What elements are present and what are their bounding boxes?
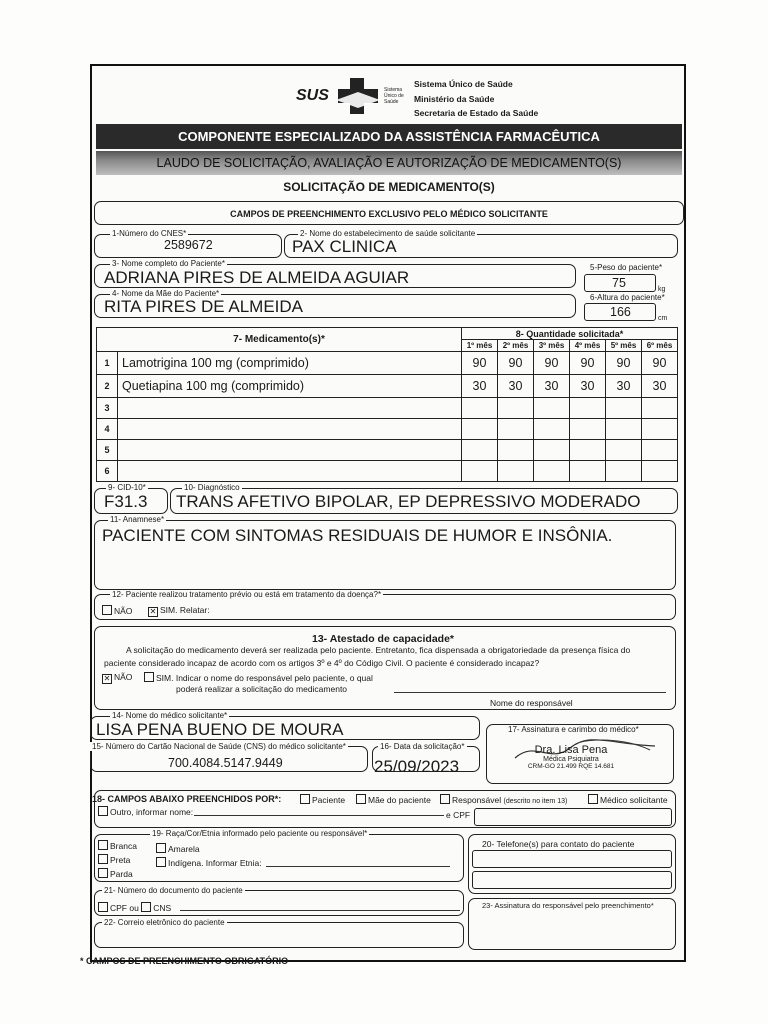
diag-label: 10- Diagnóstico xyxy=(184,483,240,492)
med-row xyxy=(97,440,678,461)
assin-resp-label: 23- Assinatura do responsável pelo preenchimento* xyxy=(482,901,654,910)
cpf-box[interactable] xyxy=(474,808,672,826)
med-row xyxy=(97,461,678,482)
med-name-field[interactable]: Quetiapina 100 mg (comprimido) xyxy=(118,375,462,398)
medico-nome-label: 14- Nome do médico solicitante* xyxy=(112,711,228,720)
qty-header: 8- Quantidade solicitada* xyxy=(462,328,678,340)
med-qty-field[interactable] xyxy=(498,461,534,482)
raca-box xyxy=(94,834,464,882)
data-label: 16- Data da solicitação* xyxy=(380,742,465,751)
checkbox-icon xyxy=(440,794,450,804)
med-qty-field[interactable]: 30 xyxy=(498,375,534,398)
med-qty-field[interactable] xyxy=(570,440,606,461)
checkbox-icon xyxy=(588,794,598,804)
responsavel-label: Nome do responsável xyxy=(490,698,573,708)
med-qty-field[interactable] xyxy=(642,398,678,419)
med-qty-field[interactable] xyxy=(462,419,498,440)
telefone-label: 20- Telefone(s) para contato do paciente xyxy=(482,839,635,849)
sus-logo-small: Sistema Único de Saúde xyxy=(384,87,404,105)
checkbox-icon xyxy=(98,806,108,816)
header-line2: Ministério da Saúde xyxy=(414,93,495,104)
doc-label: 21- Número do documento do paciente xyxy=(104,886,243,895)
med-qty-field[interactable]: 90 xyxy=(606,352,642,375)
doc-options[interactable]: CPF ou CNS xyxy=(98,902,171,913)
med-qty-field[interactable]: 90 xyxy=(642,352,678,375)
peso-unit: kg xyxy=(658,286,666,293)
cid-label: 9- CID-10* xyxy=(108,483,146,492)
abaixo-mae[interactable]: Mãe do paciente xyxy=(356,794,431,805)
med-row-number: 5 xyxy=(97,440,118,461)
raca-branca[interactable]: Branca xyxy=(98,840,137,851)
med-qty-field[interactable]: 30 xyxy=(642,375,678,398)
med-qty-field[interactable] xyxy=(498,419,534,440)
med-qty-field[interactable] xyxy=(498,398,534,419)
med-qty-field[interactable] xyxy=(606,398,642,419)
med-name-field[interactable]: Lamotrigina 100 mg (comprimido) xyxy=(118,352,462,375)
med-qty-field[interactable] xyxy=(534,398,570,419)
med-row xyxy=(97,398,678,419)
responsavel-line[interactable] xyxy=(394,692,666,693)
assinatura-label: 17- Assinatura e carimbo do médico* xyxy=(508,725,639,734)
med-row-number: 1 xyxy=(97,352,118,375)
cid-value: F31.3 xyxy=(104,492,148,511)
med-qty-field[interactable] xyxy=(642,419,678,440)
med-qty-field[interactable] xyxy=(534,419,570,440)
data-value: 25/09/2023 xyxy=(374,757,460,776)
solicitacao-title: SOLICITAÇÃO DE MEDICAMENTO(S) xyxy=(283,180,495,194)
checkbox-icon xyxy=(156,857,166,867)
raca-amarela[interactable]: Amarela xyxy=(156,843,200,854)
footer-note: * CAMPOS DE PREENCHIMENTO OBRIGATÓRIO xyxy=(80,956,289,966)
med-row-number: 6 xyxy=(97,461,118,482)
checkbox-icon xyxy=(102,605,112,615)
laudo-title: LAUDO DE SOLICITAÇÃO, AVALIAÇÃO E AUTORIZAÇÃO DE MEDICAMENTO(S) xyxy=(96,151,682,175)
med-qty-field[interactable]: 30 xyxy=(570,375,606,398)
abaixo-title: 18- CAMPOS ABAIXO PREENCHIDOS POR*: xyxy=(92,794,282,804)
med-qty-field[interactable]: 90 xyxy=(534,352,570,375)
checkbox-icon xyxy=(144,672,154,682)
abaixo-resp[interactable]: Responsável (descrito no item 13) xyxy=(440,794,567,807)
med-row-number: 2 xyxy=(97,375,118,398)
tratamento-sim[interactable]: ✕ SIM. Relatar: xyxy=(149,605,210,616)
raca-parda[interactable]: Parda xyxy=(98,868,133,879)
med-row-number: 3 xyxy=(97,398,118,419)
checkbox-checked-icon: ✕ xyxy=(149,607,157,616)
med-name-field[interactable] xyxy=(118,398,462,419)
month-4: 4º mês xyxy=(570,340,606,352)
meds-header-row xyxy=(97,328,678,340)
med-qty-field[interactable]: 30 xyxy=(534,375,570,398)
medicamentos-table xyxy=(96,327,678,482)
etnia-line[interactable] xyxy=(266,866,450,867)
component-title: COMPONENTE ESPECIALIZADO DA ASSISTÊNCIA FARMACÊUTICA xyxy=(96,124,682,149)
med-row-number: 4 xyxy=(97,419,118,440)
campos-exclusivos-box xyxy=(94,201,684,225)
med-qty-field[interactable] xyxy=(498,440,534,461)
checkbox-icon xyxy=(98,854,108,864)
header-line3: Secretaria de Estado da Saúde xyxy=(414,108,539,118)
checkbox-icon xyxy=(300,794,310,804)
estab-value: PAX CLINICA xyxy=(292,237,397,256)
sus-logo xyxy=(292,78,412,118)
altura-unit: cm xyxy=(658,315,668,322)
med-qty-field[interactable] xyxy=(606,419,642,440)
outro-line[interactable] xyxy=(194,815,444,816)
medico-cns-value: 700.4084.5147.9449 xyxy=(168,756,283,770)
meds-header: 7- Medicamento(s)* xyxy=(97,328,462,352)
mae-value: RITA PIRES DE ALMEIDA xyxy=(104,297,304,316)
med-qty-field[interactable]: 90 xyxy=(462,352,498,375)
med-qty-field[interactable] xyxy=(570,398,606,419)
stamp-line2: Médica Psiquiatra xyxy=(543,756,599,763)
atestado-title: 13- Atestado de capacidade* xyxy=(312,633,454,645)
peso-label: 5-Peso do paciente* xyxy=(590,263,663,272)
month-2: 2º mês xyxy=(498,340,534,352)
cross-icon xyxy=(336,78,380,114)
atestado-nao[interactable]: ✕ NÃO xyxy=(103,672,133,683)
campos-exclusivos-title: CAMPOS DE PREENCHIMENTO EXCLUSIVO PELO MÉDICO SOLICITANTE xyxy=(230,209,548,219)
medico-nome-value: LISA PENA BUENO DE MOURA xyxy=(96,720,344,739)
altura-value: 166 xyxy=(610,305,631,319)
med-qty-field[interactable] xyxy=(606,440,642,461)
cnes-value: 2589672 xyxy=(164,238,213,252)
med-qty-field[interactable] xyxy=(642,440,678,461)
med-qty-field[interactable]: 90 xyxy=(498,352,534,375)
stamp-line1: Dra. Lisa Pena xyxy=(534,744,608,756)
med-qty-field[interactable]: 90 xyxy=(570,352,606,375)
atestado-text2: paciente considerado incapaz de acordo com os artigos 3º e 4º do Código Civil. O paciente é considerado incapaz? xyxy=(104,658,540,668)
abaixo-outro[interactable]: Outro, informar nome: xyxy=(98,806,193,817)
med-qty-field[interactable]: 30 xyxy=(462,375,498,398)
med-qty-field[interactable] xyxy=(570,461,606,482)
anamnese-value: PACIENTE COM SINTOMAS RESIDUAIS DE HUMOR E INSÔNIA. xyxy=(102,526,613,545)
paciente-label: 3- Nome completo do Paciente* xyxy=(112,259,225,268)
med-qty-field[interactable] xyxy=(462,398,498,419)
email-label: 22- Correio eletrônico do paciente xyxy=(104,918,225,927)
month-1: 1º mês xyxy=(462,340,498,352)
diag-value: TRANS AFETIVO BIPOLAR, EP DEPRESSIVO MODERADO xyxy=(176,492,641,511)
checkbox-icon xyxy=(356,794,366,804)
raca-preta[interactable]: Preta xyxy=(98,854,130,865)
raca-label: 19- Raça/Cor/Etnia informado pelo paciente ou responsável* xyxy=(152,829,368,838)
month-6: 6º mês xyxy=(642,340,678,352)
med-qty-field[interactable] xyxy=(606,461,642,482)
telefone-field-2[interactable] xyxy=(472,871,672,889)
med-name-field[interactable] xyxy=(118,461,462,482)
mae-label: 4- Nome da Mãe do Paciente* xyxy=(112,289,220,298)
med-row xyxy=(97,419,678,440)
paciente-value: ADRIANA PIRES DE ALMEIDA AGUIAR xyxy=(104,268,410,287)
med-name-field[interactable] xyxy=(118,419,462,440)
med-qty-field[interactable] xyxy=(462,440,498,461)
atestado-sim[interactable]: SIM. Indicar o nome do responsável pelo paciente, o qual xyxy=(144,672,373,683)
month-5: 5º mês xyxy=(606,340,642,352)
tratamento-nao[interactable]: NÃO xyxy=(102,605,132,616)
med-row xyxy=(97,375,678,398)
abaixo-paciente[interactable]: Paciente xyxy=(300,794,345,805)
checkbox-icon xyxy=(98,868,108,878)
estab-label: 2- Nome do estabelecimento de saúde solicitante xyxy=(300,229,476,238)
atestado-sim2: poderá realizar a solicitação do medicamento xyxy=(176,684,348,694)
checkbox-icon xyxy=(156,843,166,853)
med-qty-field[interactable] xyxy=(534,440,570,461)
anamnese-label: 11- Anamnese* xyxy=(110,515,165,524)
med-qty-field[interactable] xyxy=(570,419,606,440)
header-line1: Sistema Único de Saúde xyxy=(414,79,513,89)
month-3: 3º mês xyxy=(534,340,570,352)
checkbox-icon xyxy=(141,902,151,912)
cnes-label: 1-Número do CNES* xyxy=(112,229,187,238)
med-qty-field[interactable] xyxy=(642,461,678,482)
checkbox-icon xyxy=(98,840,108,850)
checkbox-checked-icon: ✕ xyxy=(103,674,111,683)
med-qty-field[interactable]: 30 xyxy=(606,375,642,398)
telefone-field-1[interactable] xyxy=(472,850,672,868)
raca-indigena[interactable]: Indígena. Informar Etnia: xyxy=(156,857,262,868)
peso-value: 75 xyxy=(612,276,626,290)
tratamento-label: 12- Paciente realizou tratamento prévio ou está em tratamento da doença?* xyxy=(112,590,382,599)
abaixo-cpf: e CPF xyxy=(446,810,471,820)
medico-cns-label: 15- Número do Cartão Nacional de Saúde (CNS) do médico solicitante* xyxy=(92,742,346,751)
med-qty-field[interactable] xyxy=(534,461,570,482)
med-name-field[interactable] xyxy=(118,440,462,461)
checkbox-icon xyxy=(98,902,108,912)
abaixo-medico[interactable]: Médico solicitante xyxy=(588,794,668,805)
header-lines xyxy=(414,77,538,121)
med-qty-field[interactable] xyxy=(462,461,498,482)
altura-label: 6-Altura do paciente* xyxy=(590,293,665,302)
stamp-line3: CRM-GO 21.499 RQE 14.681 xyxy=(527,763,615,770)
med-row xyxy=(97,352,678,375)
atestado-text1: A solicitação do medicamento deverá ser realizada pelo paciente. Entretanto, fica dispensada a obrigatoriedade da presença física do xyxy=(126,645,631,655)
stamp xyxy=(516,744,626,770)
sus-logo-text: SUS xyxy=(296,87,329,104)
doc-line[interactable] xyxy=(180,910,460,911)
